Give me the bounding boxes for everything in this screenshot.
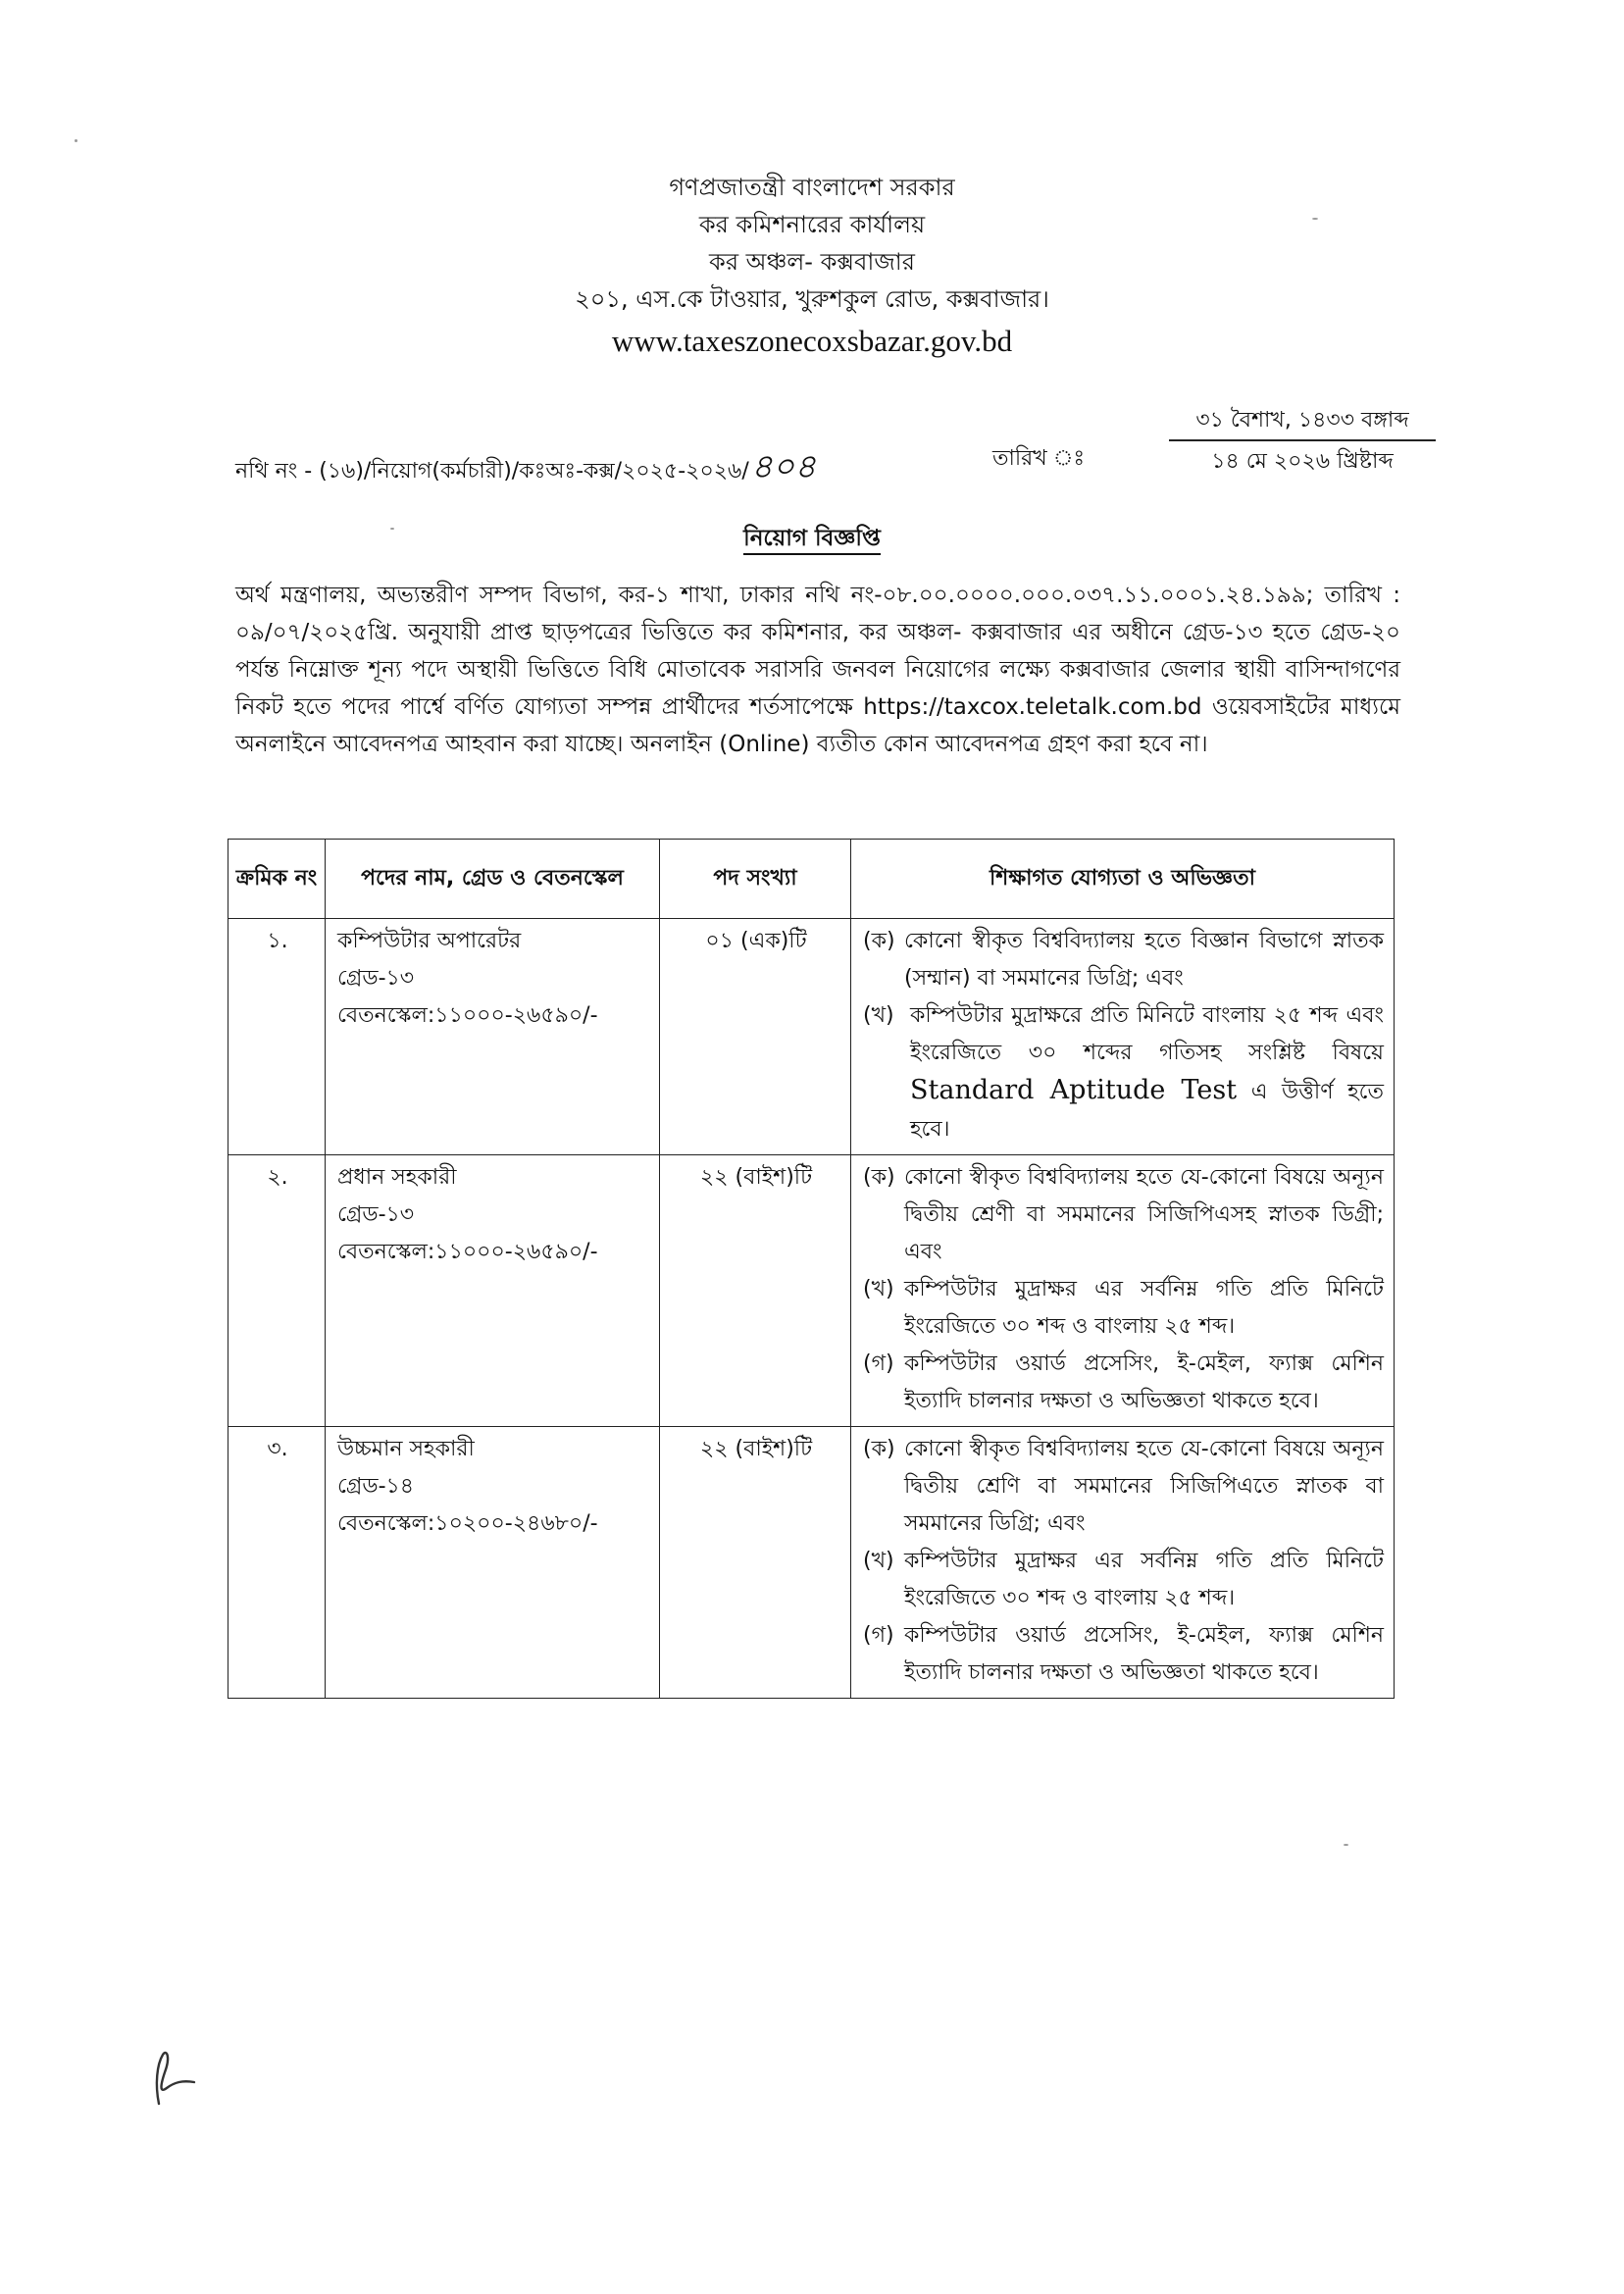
post-grade: গ্রেড-১৩ xyxy=(337,966,415,991)
file-number: নথি নং - (১৬)/নিয়োগ(কর্মচারী)/কঃঅঃ-কক্স/২০২৫-২০২৬/ xyxy=(235,459,749,484)
item-text-post: এ উত্তীর্ণ হতে হবে। xyxy=(910,1080,1384,1142)
table-row xyxy=(228,1155,1395,1427)
item-text: কোনো স্বীকৃত বিশ্ববিদ্যালয় হতে বিজ্ঞান বিভাগে স্নাতক (সম্মান) বা সমমানের ডিগ্রি; এবং xyxy=(904,929,1384,991)
post-name: কম্পিউটার অপারেটর xyxy=(337,929,522,953)
header-post: পদের নাম, গ্রেড ও বেতনস্কেল xyxy=(326,840,660,919)
file-reference xyxy=(235,441,816,497)
website-url: www.taxeszonecoxsbazar.gov.bd xyxy=(611,324,1013,358)
header-count: পদ সংখ্যা xyxy=(660,840,851,919)
count-cell: ২২ (বাইশ)টি xyxy=(660,1155,851,1427)
qualification-item xyxy=(863,923,1384,997)
vacancy-table xyxy=(228,839,1395,1699)
item-text: কোনো স্বীকৃত বিশ্ববিদ্যালয় হতে যে-কোনো বিষয়ে অন্যূন দ্বিতীয় শ্রেণি বা সমমানের সিজিপিএতে স্নাতক বা সমমানের ডিগ্রি; এবং xyxy=(904,1437,1384,1536)
date-english: ১৪ মে ২০২৬ খ্রিষ্টাব্দ xyxy=(1211,449,1394,474)
qualification-cell xyxy=(851,919,1395,1155)
item-label: (গ) xyxy=(863,1351,894,1376)
date-bangla: ৩১ বৈশাখ, ১৪৩৩ বঙ্গাব্দ xyxy=(1169,404,1436,441)
count-cell: ২২ (বাইশ)টি xyxy=(660,1427,851,1699)
zone-name: কর অঞ্চল- কক্সবাজার xyxy=(709,248,915,276)
handwritten-memo-number: ৪০৪ xyxy=(750,447,817,486)
header-serial: ক্রমিক নং xyxy=(228,840,326,919)
item-text: কম্পিউটার ওয়ার্ড প্রসেসিং, ই-মেইল, ফ্যাক্স মেশিন ইত্যাদি চালনার দক্ষতা ও অভিজ্ঞতা থাকতে হবে। xyxy=(904,1351,1384,1413)
table-header-row xyxy=(228,840,1395,919)
qualification-cell xyxy=(851,1155,1395,1427)
serial-cell: ৩. xyxy=(228,1427,326,1699)
item-label: (খ) xyxy=(863,1549,894,1573)
post-grade: গ্রেড-১৩ xyxy=(337,1202,415,1227)
qualification-cell xyxy=(851,1427,1395,1699)
office-header xyxy=(0,169,1624,363)
item-label: (গ) xyxy=(863,1623,894,1648)
post-cell xyxy=(326,1155,660,1427)
handwritten-initial-mark xyxy=(137,2045,216,2114)
count-cell: ০১ (এক)টি xyxy=(660,919,851,1155)
qualification-item xyxy=(863,1617,1384,1692)
scan-speck xyxy=(1344,1844,1348,1846)
date-label: তারিখ ঃ xyxy=(992,446,1086,471)
post-name: প্রধান সহকারী xyxy=(337,1165,457,1190)
post-cell xyxy=(326,919,660,1155)
post-grade: গ্রেড-১৪ xyxy=(337,1474,415,1499)
item-text-pre: কম্পিউটার মুদ্রাক্ষরে প্রতি মিনিটে বাংলায় ২৫ শব্দ এবং ইংরেজিতে ৩০ শব্দের গতিসহ সংশ্লিষ্ট বিষয়ে xyxy=(910,1003,1384,1065)
serial-cell: ২. xyxy=(228,1155,326,1427)
government-name: গণপ্রজাতন্ত্রী বাংলাদেশ সরকার xyxy=(669,174,955,201)
date-block xyxy=(1169,404,1436,479)
qualification-item xyxy=(863,997,1384,1148)
item-label: (খ) xyxy=(863,1003,894,1028)
item-text xyxy=(910,997,1384,1148)
qualification-item xyxy=(863,1431,1384,1543)
notice-title-text: নিয়োগ বিজ্ঞপ্তি xyxy=(743,526,881,555)
qualification-item xyxy=(863,1271,1384,1346)
office-address: ২০১, এস.কে টাওয়ার, খুরুশকুল রোড, কক্সবাজার। xyxy=(575,285,1049,313)
scan-speck xyxy=(75,139,77,142)
item-text: কোনো স্বীকৃত বিশ্ববিদ্যালয় হতে যে-কোনো বিষয়ে অন্যূন দ্বিতীয় শ্রেণী বা সমমানের সিজিপিএসহ স্নাতক ডিগ্রী; এবং xyxy=(904,1165,1384,1264)
header-qualification: শিক্ষাগত যোগ্যতা ও অভিজ্ঞতা xyxy=(851,840,1395,919)
item-label: (ক) xyxy=(863,1437,895,1461)
table-row xyxy=(228,919,1395,1155)
qualification-item xyxy=(863,1159,1384,1271)
item-label: (ক) xyxy=(863,1165,895,1190)
post-pay-scale: বেতনস্কেল:১১০০০-২৬৫৯০/- xyxy=(337,1003,598,1028)
qualification-item xyxy=(863,1346,1384,1420)
post-name: উচ্চমান সহকারী xyxy=(337,1437,475,1461)
notice-paragraph: অর্থ মন্ত্রণালয়, অভ্যন্তরীণ সম্পদ বিভাগ, কর-১ শাখা, ঢাকার নথি নং-০৮.০০.০০০০.০০০.০৩৭.১১.০০০১.২৪.১৯৯; তারিখ : ০৯/০৭/২০২৫খ্রি. অনুযায়ী প্রাপ্ত ছাড়পত্রের ভিত্তিতে কর কমিশনার, কর অঞ্চল- কক্সবাজার এর অধীনে গ্রেড-১৩ হতে গ্রেড-২০ পর্যন্ত নিম্নোক্ত শূন্য পদে অস্থায়ী ভিত্তিতে বিধি মোতাবেক সরাসরি জনবল নিয়োগের লক্ষ্যে কক্সবাজার জেলার স্থায়ী বাসিন্দাগণের নিকট হতে পদের পার্শ্বে বর্ণিত যোগ্যতা সম্পন্ন প্রার্থীদের শর্তসাপেক্ষে https://taxcox.teletalk.com.bd ওয়েবসাইটের মাধ্যমে অনলাইনে আবেদনপত্র আহবান করা যাচ্ছে। অনলাইন (Online) ব্যতীত কোন আবেদনপত্র গ্রহণ করা হবে না। xyxy=(235,583,1400,757)
table-row xyxy=(228,1427,1395,1699)
item-text: কম্পিউটার মুদ্রাক্ষর এর সর্বনিম্ন গতি প্রতি মিনিটে ইংরেজিতে ৩০ শব্দ ও বাংলায় ২৫ শব্দ। xyxy=(904,1277,1384,1339)
item-label: (খ) xyxy=(863,1277,894,1301)
office-name: কর কমিশনারের কার্যালয় xyxy=(698,211,926,238)
post-pay-scale: বেতনস্কেল:১০২০০-২৪৬৮০/- xyxy=(337,1511,598,1536)
post-cell xyxy=(326,1427,660,1699)
scan-speck xyxy=(1312,218,1318,220)
scan-speck xyxy=(390,528,394,530)
serial-cell: ১. xyxy=(228,919,326,1155)
qualification-item xyxy=(863,1543,1384,1617)
item-label: (ক) xyxy=(863,929,895,953)
item-text: কম্পিউটার ওয়ার্ড প্রসেসিং, ই-মেইল, ফ্যাক্স মেশিন ইত্যাদি চালনার দক্ষতা ও অভিজ্ঞতা থাকতে হবে। xyxy=(904,1623,1384,1685)
item-text: কম্পিউটার মুদ্রাক্ষর এর সর্বনিম্ন গতি প্রতি মিনিটে ইংরেজিতে ৩০ শব্দ ও বাংলায় ২৫ শব্দ। xyxy=(904,1549,1384,1610)
item-text-english: Standard Aptitude Test xyxy=(910,1075,1238,1105)
notice-title xyxy=(0,520,1624,558)
post-pay-scale: বেতনস্কেল:১১০০০-২৬৫৯০/- xyxy=(337,1240,598,1264)
